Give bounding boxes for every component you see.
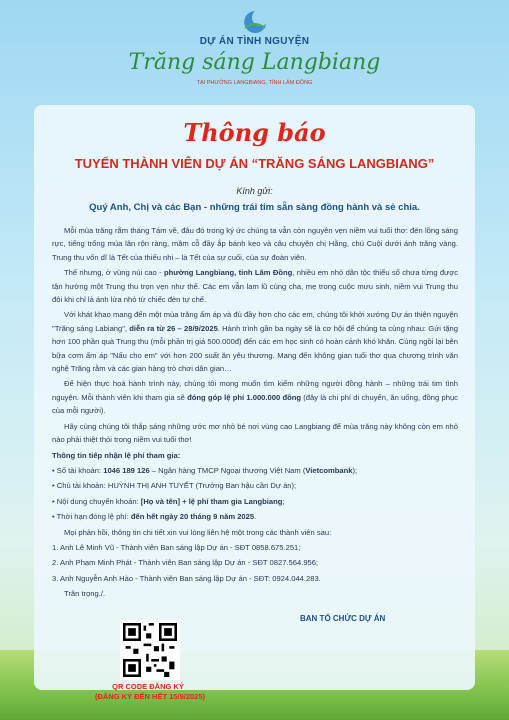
payment-holder: • Chủ tài khoản: HUỲNH THỊ ANH TUYẾT (Trưởng Ban hậu cần Dự án);	[52, 481, 297, 491]
greeting: Kính gửi:	[236, 186, 273, 196]
qr-label: QR CODE ĐĂNG KÝ	[112, 682, 184, 691]
addressee: Quý Anh, Chị và các Bạn - những trái tim sẵn sàng đồng hành và sẻ chia.	[89, 202, 420, 213]
paragraph: Để hiện thực hoá hành trình này, chúng tôi mong muốn tìm kiếm những người đồng hành – những trái tim tình nguyện. Mỗi thành viên khi tham gia sẽ đóng góp lệ phí 1.000.000 đồng (đây là chi phí di chuyển, ăn uống, đồng phục của mỗi người).	[52, 379, 458, 416]
notice-subtitle: TUYỂN THÀNH VIÊN DỰ ÁN “TRĂNG SÁNG LANGBIANG”	[74, 156, 435, 171]
paragraph: Với khát khao mang đến một mùa trăng ấm áp và đủ đầy hơn cho các em, chúng tôi khởi xướng Dự án thiện nguyện "Trăng sáng Labiang", diễn ra từ 26 – 28/9/2025. Hành trình gần ba ngày sẽ là cơ hội để chúng ta cùng nhau: Gửi tặng hơn 100 phần quà Trung thu (mỗi phần trị giá 500.000đ) đến các em học sinh có hoàn cảnh khó khăn. Cùng ngồi lại bên bữa cơm ấm áp "Nấu cho em" với hơn 200 suất ăn yêu thương. Mang đến không gian tuổi thơ qua chương trình văn nghệ Trăng rằm và các gian hàng trò chơi dân gian…	[52, 310, 458, 374]
paragraph: Hãy cùng chúng tôi thắp sáng những ước mơ nhỏ bé nơi vùng cao Langbiang để mùa trăng này không còn em nhỏ nào phải thiệt thòi trong niềm vui tuổi thơ!	[52, 421, 458, 445]
closing: Trân trọng./.	[64, 589, 106, 599]
signature: BAN TỔ CHỨC DỰ ÁN	[300, 614, 386, 623]
paragraph: Thế nhưng, ở vùng núi cao - phường Langbiang, tỉnh Lâm Đồng, nhiều em nhỏ dân tộc thiểu số chưa từng được tận hưởng một Trung thu trọn vẹn như thế. Các em vẫn lam lũ cùng cha, mẹ trong cuộc mưu sinh, niềm vui Trung thu đôi khi chỉ là ánh lửa nhỏ từ chiếc đèn tự chế.	[52, 268, 459, 305]
contact-item: 3. Anh Nguyễn Anh Hào - Thành viên Ban sáng lập Dự án - SĐT: 0924.044.283.	[52, 573, 321, 583]
payment-content: • Nội dung chuyển khoản: [Họ và tên] + lệ phí tham gia Langbiang;	[52, 496, 285, 506]
org-name: DỰ ÁN TÌNH NGUYỆN	[199, 36, 310, 47]
paragraph: Mỗi mùa trăng rằm tháng Tám về, đâu đó trong ký ức chúng ta vẫn còn nguyên vẹn niềm vui tuổi thơ: đèn lồng sáng rực, tiếng trống múa lân rộn ràng, mâm cỗ đầy ắp bánh kẹo và câu chuyện chị Hằng, chú Cuội dưới ánh trăng vàng. Trung thu vốn dĩ là Tết của thiếu nhi – là Tết của sự cuối, của sự đoàn viên.	[52, 226, 458, 262]
notice-body	[52, 224, 458, 603]
notice-title: Thông báo	[183, 118, 326, 147]
contact-intro: Mọi phản hồi, thông tin chi tiết xin vui lòng liên hệ một trong các thành viên sau:	[64, 527, 332, 537]
contact-item: 1. Anh Lê Minh Vũ - Thành viên Ban sáng lập Dự án - SĐT 0858.675.251;	[52, 542, 301, 552]
payment-heading: Thông tin tiếp nhận lệ phí tham gia:	[52, 450, 181, 460]
payment-account: • Số tài khoản: 1046 189 126 – Ngân hàng TMCP Ngoại thương Việt Nam (Vietcombank);	[52, 465, 358, 475]
project-location: TẠI PHƯỜNG LANGBIANG, TỈNH LÂM ĐỒNG	[196, 80, 313, 86]
contact-item: 2. Anh Phạm Minh Phát - Thành viên Ban sáng lập Dự án - SĐT 0827.564.956;	[52, 558, 319, 568]
qr-code-icon[interactable]	[120, 620, 180, 680]
qr-deadline: (ĐĂNG KÝ ĐẾN HẾT 15/9/2025)	[94, 692, 206, 701]
project-name: Trăng sáng Langbiang	[128, 50, 381, 75]
payment-deadline: • Thời hạn đóng lệ phí: đến hết ngày 20 tháng 9 năm 2025.	[52, 512, 257, 522]
header	[0, 0, 509, 100]
moon-logo-icon	[241, 8, 269, 36]
